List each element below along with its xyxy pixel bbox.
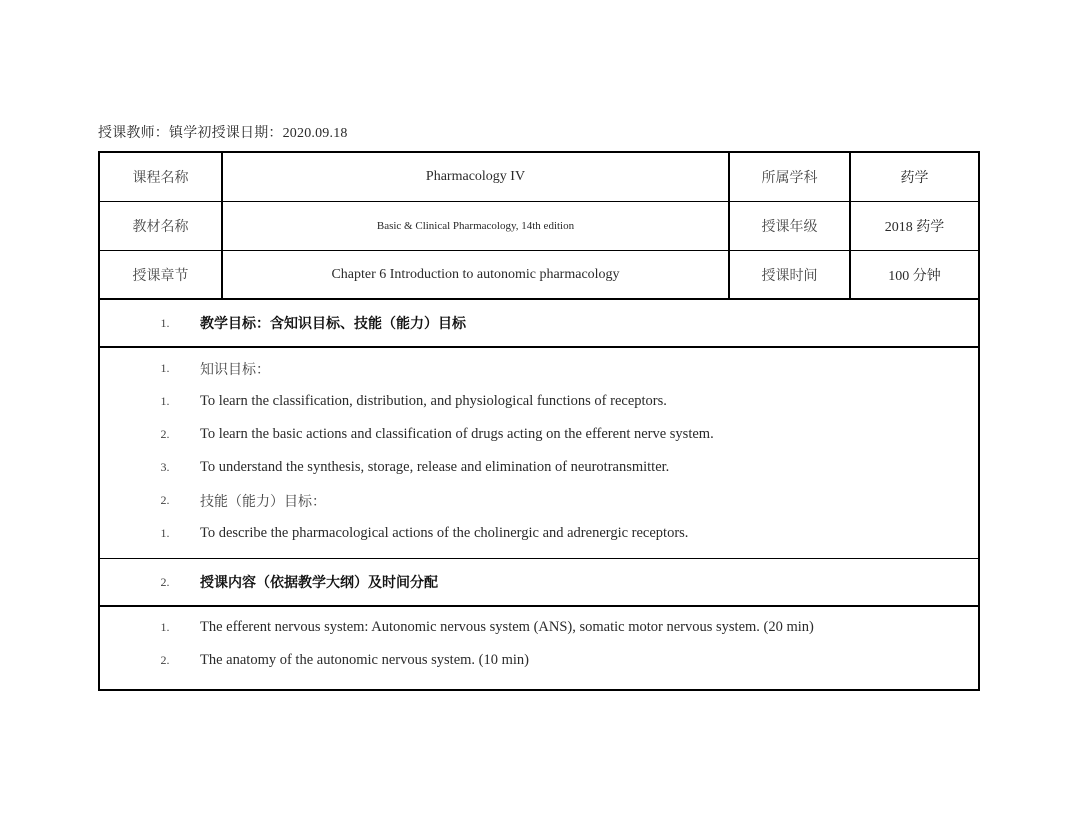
section-number: 1. (160, 315, 170, 330)
list-item (100, 352, 978, 385)
course-name-value: Pharmacology IV (223, 153, 730, 201)
item-number: 1. (160, 620, 170, 634)
section-content-body (100, 607, 978, 689)
list-item (100, 418, 978, 451)
item-number: 1. (160, 394, 170, 408)
textbook-value: Basic & Clinical Pharmacology, 14th edition (223, 202, 730, 250)
textbook-label: 教材名称 (100, 202, 223, 250)
item-number: 2. (160, 427, 170, 441)
item-text: To describe the pharmacological actions of the cholinergic and adrenergic receptors. (200, 525, 689, 541)
item-number: 1. (160, 361, 170, 375)
teacher-date-header: 授课教师：镇学初授课日期：2020.09.18 (98, 126, 348, 141)
item-text: To learn the basic actions and classification of drugs acting on the efferent nerve system. (200, 426, 714, 442)
grade-value: 2018 药学 (884, 220, 945, 235)
list-item (100, 385, 978, 418)
item-number: 3. (160, 460, 170, 474)
section-title: 教学目标：含知识目标、技能（能力）目标 (200, 316, 466, 332)
section-content-header (100, 559, 978, 607)
duration-label: 授课时间 (730, 251, 851, 298)
item-text: The efferent nervous system: Autonomic nervous system (ANS), somatic motor nervous system. (20 min) (200, 619, 814, 635)
item-number: 1. (160, 526, 170, 540)
list-item (100, 644, 978, 677)
duration-value: 100 分钟 (888, 268, 941, 284)
item-number: 2. (160, 653, 170, 667)
list-item (100, 611, 978, 644)
item-text: 技能（能力）目标： (200, 494, 326, 510)
section-objectives-header (100, 300, 978, 348)
meta-row-chapter (100, 251, 978, 300)
item-text: 知识目标： (200, 362, 270, 378)
section-title: 授课内容（依据教学大纲）及时间分配 (200, 575, 438, 591)
chapter-label: 授课章节 (100, 251, 223, 298)
item-text: To understand the synthesis, storage, release and elimination of neurotransmitter. (200, 459, 670, 475)
item-text: The anatomy of the autonomic nervous system. (10 min) (200, 652, 529, 668)
subject-value: 药学 (900, 171, 929, 186)
grade-label: 授课年级 (730, 202, 851, 250)
list-item (100, 451, 978, 484)
list-item (100, 484, 978, 517)
item-text: To learn the classification, distribution, and physiological functions of receptors. (200, 393, 667, 409)
course-name-label: 课程名称 (100, 153, 223, 201)
item-number: 2. (160, 493, 170, 507)
course-info-table (98, 151, 980, 691)
meta-row-course (100, 153, 978, 202)
section-number: 2. (160, 574, 170, 589)
chapter-value: Chapter 6 Introduction to autonomic pharmacology (223, 251, 730, 298)
section-objectives-body (100, 348, 978, 559)
list-item (100, 517, 978, 550)
meta-row-textbook (100, 202, 978, 251)
subject-label: 所属学科 (730, 153, 851, 201)
